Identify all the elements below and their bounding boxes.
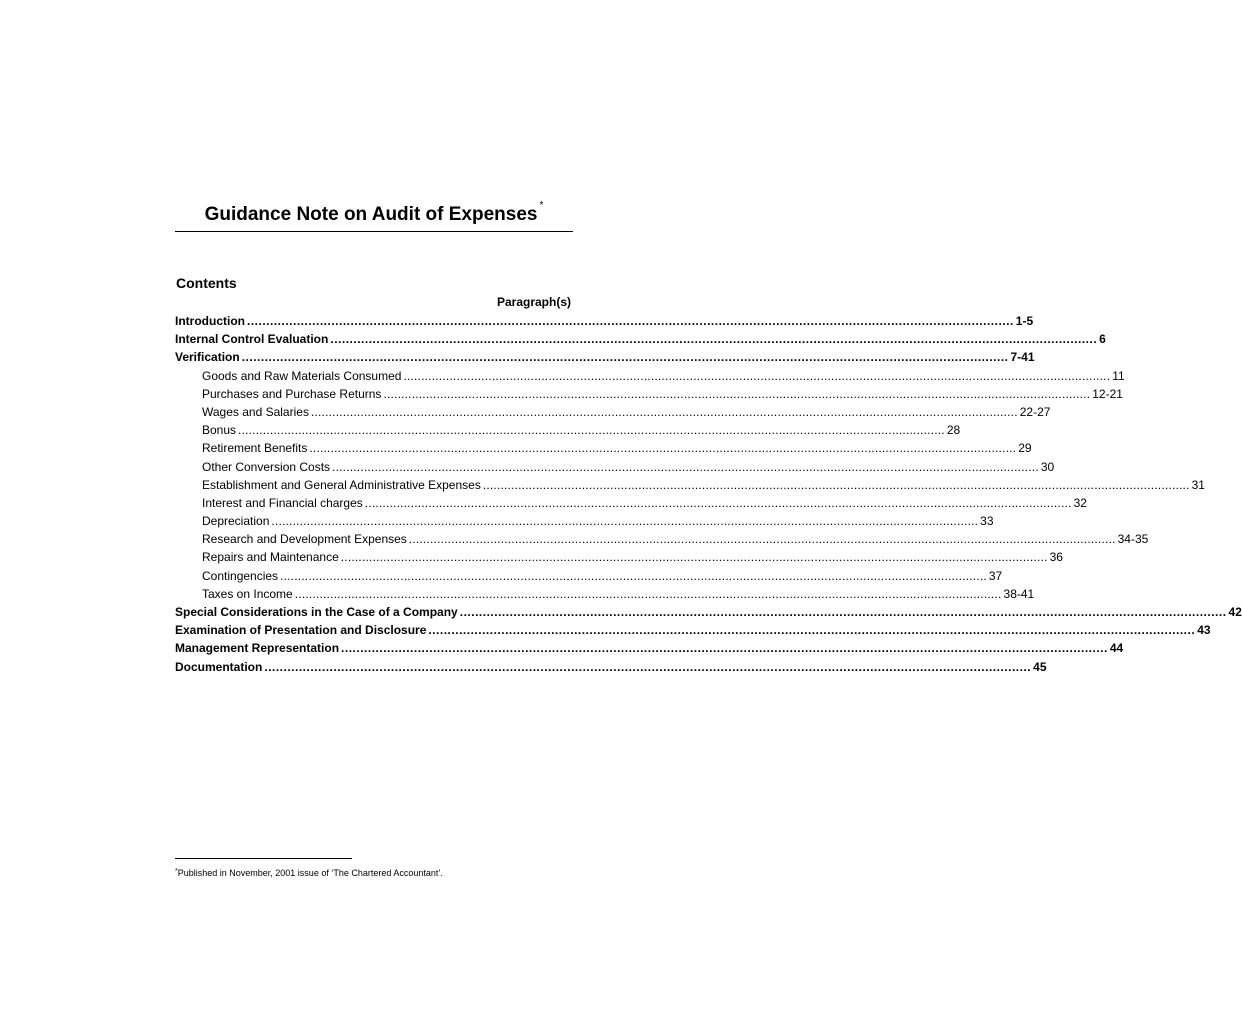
toc-leader-dots: ........................................................................................................................................................................................................ <box>330 332 1098 347</box>
toc-entry-paragraphs: 7-41 <box>1010 350 1035 365</box>
toc-entry <box>175 312 1034 330</box>
toc-leader-dots: ........................................................................................................................................................................................................ <box>271 514 979 529</box>
toc-entry-paragraphs: 12-21 <box>1092 386 1123 401</box>
toc-entry <box>175 639 1124 657</box>
toc-entry-label: Documentation <box>175 659 263 674</box>
toc-leader-dots: ........................................................................................................................................................................................................ <box>340 550 1048 565</box>
toc-leader-dots: ........................................................................................................................................................................................................ <box>482 477 1190 492</box>
toc-entry-label: Repairs and Maintenance <box>202 550 339 565</box>
document-title-text: Guidance Note on Audit of Expenses <box>204 204 538 225</box>
toc-entry-label: Verification <box>175 350 240 365</box>
toc-entry-paragraphs: 44 <box>1109 641 1124 656</box>
toc-entry-paragraphs: 30 <box>1040 459 1055 474</box>
toc-entry-paragraphs: 33 <box>980 514 994 529</box>
toc-entry-paragraphs: 32 <box>1073 495 1087 510</box>
toc-leader-dots: ........................................................................................................................................................................................................ <box>408 532 1116 547</box>
toc-subentry <box>175 385 1123 403</box>
toc-entry <box>175 330 1106 348</box>
table-of-contents <box>175 312 1242 676</box>
toc-entry-paragraphs: 36 <box>1049 550 1063 565</box>
toc-entry-label: Contingencies <box>202 568 279 583</box>
toc-entry-paragraphs: 45 <box>1033 659 1047 674</box>
toc-subentry <box>175 512 994 530</box>
toc-entry-label: Retirement Benefits <box>202 441 308 456</box>
toc-entry-label: Research and Development Expenses <box>202 532 407 547</box>
toc-leader-dots: ........................................................................................................................................................................................................ <box>238 423 945 438</box>
footnote-divider <box>175 858 352 859</box>
toc-leader-dots: ........................................................................................................................................................................................................ <box>246 314 1014 328</box>
toc-leader-dots: ........................................................................................................................................................................................................ <box>309 441 1017 456</box>
toc-entry-paragraphs: 43 <box>1197 623 1211 638</box>
toc-leader-dots: ........................................................................................................................................................................................................ <box>241 350 1009 365</box>
toc-entry <box>175 348 1035 366</box>
toc-subentry <box>175 548 1063 566</box>
toc-entry-label: Purchases and Purchase Returns <box>202 386 382 401</box>
toc-entry-label: Special Considerations in the Case of a Company <box>175 605 458 619</box>
toc-entry-label: Introduction <box>175 314 245 328</box>
toc-entry <box>175 658 1047 676</box>
footnote-marker: * <box>175 868 178 875</box>
footnote-text: Published in November, 2001 issue of ‘The Chartered Accountant’. <box>177 868 443 878</box>
toc-subentry <box>175 567 1003 585</box>
toc-leader-dots: ........................................................................................................................................................................................................ <box>294 586 1002 601</box>
footnote <box>175 868 443 878</box>
document-title <box>175 200 573 232</box>
toc-entry-label: Establishment and General Administrative Expenses <box>202 477 481 492</box>
contents-heading: Contents <box>176 275 237 291</box>
toc-subentry <box>175 458 1055 476</box>
toc-subentry <box>175 421 961 439</box>
toc-leader-dots: ........................................................................................................................................................................................................ <box>364 495 1072 510</box>
toc-entry-label: Taxes on Income <box>202 586 293 601</box>
toc-leader-dots: ........................................................................................................................................................................................................ <box>310 404 1018 419</box>
toc-entry <box>175 621 1211 639</box>
toc-leader-dots: ........................................................................................................................................................................................................ <box>341 641 1108 656</box>
toc-entry-paragraphs: 11 <box>1112 368 1125 383</box>
toc-entry-paragraphs: 1-5 <box>1015 314 1034 328</box>
toc-leader-dots: ........................................................................................................................................................................................................ <box>280 568 987 583</box>
toc-entry-paragraphs: 37 <box>988 568 1003 583</box>
toc-entry-label: Interest and Financial charges <box>202 495 363 510</box>
toc-subentry <box>175 585 1035 603</box>
toc-subentry <box>175 476 1205 494</box>
toc-subentry <box>175 439 1032 457</box>
toc-subentry <box>175 530 1149 548</box>
toc-leader-dots: ........................................................................................................................................................................................................ <box>403 368 1111 383</box>
toc-entry-label: Examination of Presentation and Disclosure <box>175 623 427 638</box>
toc-entry-paragraphs: 31 <box>1191 477 1205 492</box>
toc-entry-paragraphs: 29 <box>1018 441 1032 456</box>
toc-entry-paragraphs: 34-35 <box>1117 532 1149 547</box>
toc-entry-label: Management Representation <box>175 641 340 656</box>
toc-subentry <box>175 403 1051 421</box>
toc-entry-label: Other Conversion Costs <box>202 459 331 474</box>
toc-leader-dots: ........................................................................................................................................................................................................ <box>428 623 1196 638</box>
title-footnote-marker: * <box>539 200 544 211</box>
toc-subentry <box>175 367 1125 385</box>
toc-entry-paragraphs: 22-27 <box>1019 404 1051 419</box>
toc-entry-label: Bonus <box>202 423 237 438</box>
toc-entry-paragraphs: 38-41 <box>1003 586 1035 601</box>
toc-entry-paragraphs: 42 <box>1228 605 1242 619</box>
toc-entry-label: Depreciation <box>202 514 270 529</box>
toc-entry-label: Wages and Salaries <box>202 404 309 419</box>
toc-entry-label: Goods and Raw Materials Consumed <box>202 368 402 383</box>
toc-subentry <box>175 494 1087 512</box>
paragraph-column-label: Paragraph(s) <box>496 295 571 309</box>
toc-leader-dots: ........................................................................................................................................................................................................ <box>264 659 1032 674</box>
toc-leader-dots: ........................................................................................................................................................................................................ <box>332 459 1039 474</box>
toc-entry-label: Internal Control Evaluation <box>175 332 329 347</box>
toc-entry-paragraphs: 6 <box>1099 332 1106 347</box>
toc-leader-dots: ........................................................................................................................................................................................................ <box>459 605 1227 619</box>
toc-entry <box>175 603 1242 621</box>
toc-entry-paragraphs: 28 <box>946 423 961 438</box>
toc-leader-dots: ........................................................................................................................................................................................................ <box>383 386 1091 401</box>
